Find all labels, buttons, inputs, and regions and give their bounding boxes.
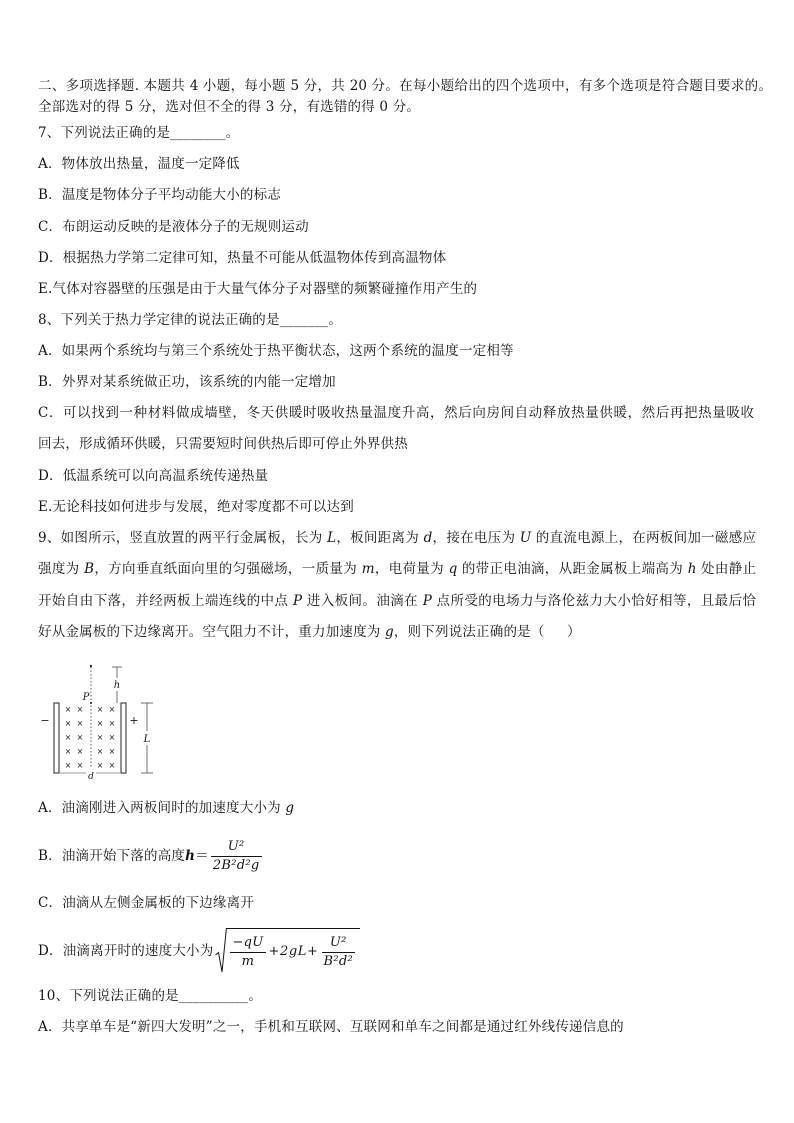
variable-q: q [448,561,458,577]
magnetic-field-cross: × [64,747,72,756]
stem-text: 的直流电源上，在两板间加一磁感应 [531,530,756,546]
section-instructions-line-1: 二、多项选择题. 本题共 4 小题，每小题 5 分，共 20 分。在每小题给出的四个选项中，有多个选项是符合题目要求的。 [38,78,772,94]
stem-text: ，则下列说法正确的是（ ） [393,624,581,640]
question-9-figure [36,660,160,784]
magnetic-field-cross: × [108,733,116,742]
question-7-option-e: E.气体对容器壁的压强是由于大量气体分子对器壁的频繁碰撞作用产生的 [38,281,478,297]
variable-d: d [423,530,433,546]
magnetic-field-cross: × [64,719,72,728]
point-p [90,702,92,704]
variable-m: m [361,561,375,577]
section-instructions-line-2: 全部选对的得 5 分，选对但不全的得 3 分，有选错的得 0 分。 [38,99,421,115]
variable-g: g [285,800,295,816]
right-metal-plate [121,703,126,773]
variable-P: P [422,593,432,609]
stem-text: ，接在电压为 [432,530,520,546]
magnetic-field-cross: × [108,705,116,714]
square-root [215,928,360,974]
plus-terminal-label: + [129,714,139,727]
stem-text: 强度为 [38,561,85,577]
equals-sign: ＝ [195,848,209,864]
stem-text: 9、如图所示，竖直放置的两平行金属板，长为 [38,530,328,546]
stem-text: ，方向垂直纸面向里的匀强磁场，一质量为 [94,561,362,577]
stem-text: 好从金属板的下边缘离开。空气阻力不计，重力加速度为 [38,624,385,640]
variable-B: B [84,561,95,577]
question-8-option-d: D．低温系统可以向高温系统传递热量 [38,468,269,484]
option-text: B．油滴开始下落的高度 [38,848,186,864]
magnetic-field-cross: × [96,719,104,728]
stem-text: ，电荷量为 [374,561,449,577]
first-fraction [230,935,265,970]
question-9-stem-line-3 [38,592,756,610]
question-7-option-b: B．温度是物体分子平均动能大小的标志 [38,187,282,203]
variable-L: L [327,530,337,546]
question-7-option-a: A．物体放出热量，温度一定降低 [38,156,240,172]
variable-h: h [185,848,196,864]
fraction-denominator: B²d² [323,953,354,969]
question-9-option-d [38,927,360,975]
fraction-numerator: U² [211,839,262,857]
magnetic-field-cross: × [76,761,84,770]
square-root-body [227,928,360,974]
variable-h: h [687,561,697,577]
stem-text: ，板间距离为 [336,530,424,546]
question-7-stem: 7、下列说法正确的是________。 [38,125,240,141]
magnetic-field-cross: × [76,747,84,756]
question-9-option-c: C．油滴从左侧金属板的下边缘离开 [38,895,255,911]
magnetic-field-cross: × [64,761,72,770]
fraction-numerator: −qU [230,935,265,953]
left-metal-plate [54,703,59,773]
question-8-option-a: A．如果两个系统均与第三个系统处于热平衡状态，这两个系统的温度一定相等 [38,343,514,359]
fraction-denominator: 2B²d²g [212,857,260,873]
magnetic-field-cross: × [96,705,104,714]
radical-sign-icon [215,928,227,974]
stem-text: 的带正电油滴，从距金属板上端高为 [457,561,688,577]
fraction-numerator: U² [322,935,356,953]
question-7-option-c: C．布朗运动反映的是液体分子的无规则运动 [38,219,309,235]
question-10-option-a: A．共享单车是“新四大发明”之一，手机和互联网、互联网和单车之间都是通过红外线传递信息的 [38,1019,624,1035]
question-8-option-c-line-2: 回去，形成循环供暖，只需要短时间供热后即可停止外界供热 [38,436,408,452]
stem-text: 进入板间。油滴在 [302,593,423,609]
middle-terms: +2gL+ [268,944,319,959]
stem-text: 处由静止 [696,561,757,577]
question-8-option-c-line-1: C．可以找到一种材料做成墙壁，冬天供暖时吸收热量温度升高，然后向房间自动释放热量供暖，然后再把热量吸收 [38,405,754,421]
variable-U: U [519,530,532,546]
magnetic-field-cross: × [108,747,116,756]
magnetic-field-cross: × [108,761,116,770]
variable-g: g [385,624,394,640]
magnetic-field-cross: × [64,705,72,714]
stem-text: 开始自由下落，并经两板上端连线的中点 [38,593,294,609]
question-9-stem-line-4 [38,623,581,641]
question-10-stem: 10、下列说法正确的是__________。 [38,988,263,1004]
magnetic-field-cross: × [96,733,104,742]
question-9-option-b [38,834,264,878]
h-label: h [113,680,121,691]
option-text: A．油滴刚进入两板间时的加速度大小为 [38,800,286,816]
d-label: d [88,772,94,782]
question-9-stem-line-1 [38,529,756,547]
p-label: P [82,692,90,703]
question-8-option-e: E.无论科技如何进步与发展，绝对零度都不可以达到 [38,499,354,515]
question-9-stem-line-2 [38,560,756,578]
question-9-option-a [38,799,294,817]
magnetic-field-cross: × [76,733,84,742]
option-text: D．油滴离开时的速度大小为 [38,943,214,959]
magnetic-field-cross: × [64,733,72,742]
magnetic-field-cross: × [96,747,104,756]
question-8-option-b: B．外界对某系统做正功，该系统的内能一定增加 [38,374,336,390]
variable-P: P [293,593,303,609]
magnetic-field-cross: × [108,719,116,728]
magnetic-field-cross: × [76,719,84,728]
minus-terminal-label: − [40,714,50,727]
l-label: L [143,734,151,745]
fraction-denominator: m [241,953,255,969]
stem-text: 点所受的电场力与洛伦兹力大小恰好相等，且最后恰 [431,593,756,609]
height-fraction [211,839,262,874]
magnetic-field-cross: × [96,761,104,770]
magnetic-field-cross: × [76,705,84,714]
question-7-option-d: D．根据热力学第二定律可知，热量不可能从低温物体传到高温物体 [38,250,447,266]
second-fraction [322,935,356,970]
drop-start-point [90,665,92,667]
question-8-stem: 8、下列关于热力学定律的说法正确的是_______。 [38,312,343,328]
